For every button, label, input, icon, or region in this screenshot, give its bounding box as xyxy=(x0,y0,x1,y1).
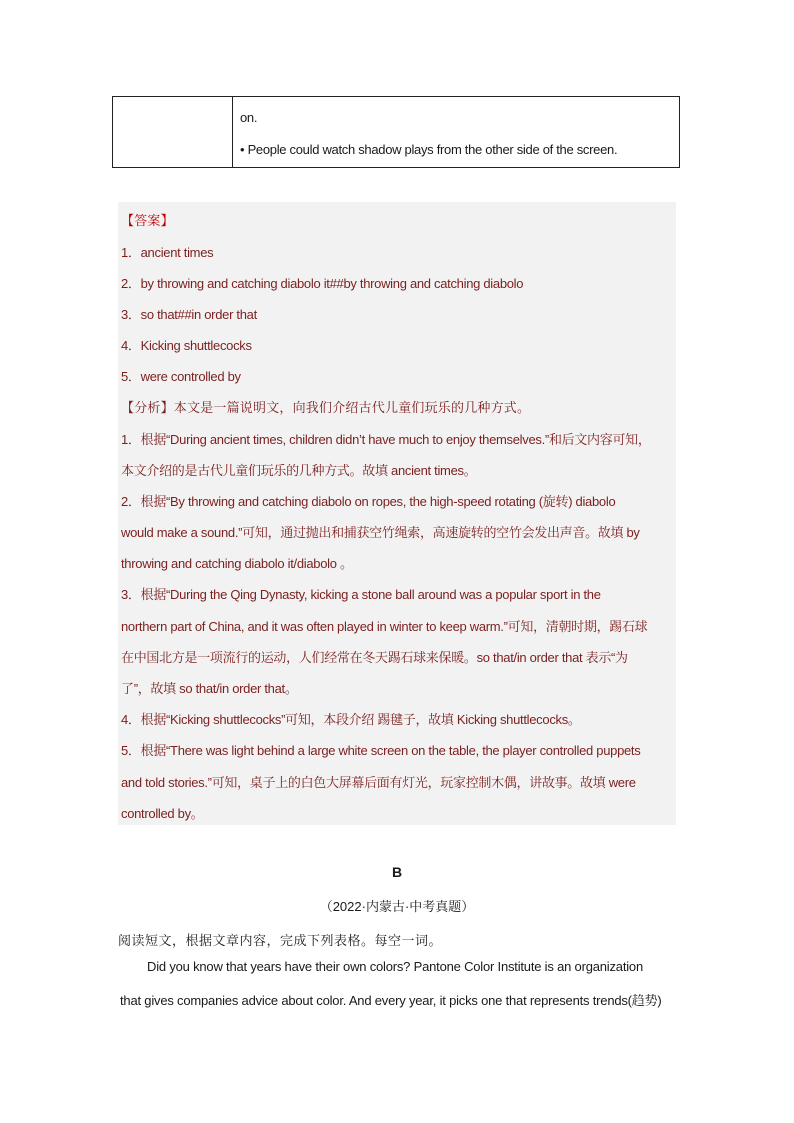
analysis-line: 3．根据“During the Qing Dynasty, kicking a stone ball around was a popular sport in the xyxy=(121,587,601,602)
answer-header: 【答案】 xyxy=(121,213,174,228)
answer-item-1: 1．ancient times xyxy=(121,245,214,260)
table-fragment xyxy=(112,96,680,168)
answer-item-4: 4．Kicking shuttlecocks xyxy=(121,338,252,353)
answer-item-2: 2．by throwing and catching diabolo it##by throwing and catching diabolo xyxy=(121,276,524,291)
question-source: （2022·内蒙古·中考真题） xyxy=(319,899,475,914)
passage-line: Did you know that years have their own colors? Pantone Color Institute is an organization xyxy=(147,959,643,974)
analysis-line: controlled by。 xyxy=(121,806,204,821)
table-cell-right xyxy=(233,97,679,167)
table-text-line-1: on. xyxy=(240,110,258,125)
analysis-line: 4．根据“Kicking shuttlecocks”可知，本段介绍 踢毽子，故填 Kicking shuttlecocks。 xyxy=(121,712,581,727)
analysis-line: would make a sound.”可知，通过抛出和捕获空竹绳索，高速旋转的空竹会发出声音。故填 by xyxy=(121,525,640,540)
analysis-header: 【分析】本文是一篇说明文，向我们介绍古代儿童们玩乐的几种方式。 xyxy=(121,400,531,415)
analysis-line: throwing and catching diabolo it/diabolo 。 xyxy=(121,556,353,571)
analysis-line: 本文介绍的是古代儿童们玩乐的几种方式。故填 ancient times。 xyxy=(121,463,477,478)
section-title: B xyxy=(391,864,403,880)
passage-line: that gives companies advice about color. And every year, it picks one that represents trends(趋势) xyxy=(120,993,662,1008)
answer-item-3: 3．so that##in order that xyxy=(121,307,257,322)
table-text-line-2: • People could watch shadow plays from the other side of the screen. xyxy=(240,142,618,157)
analysis-line: 在中国北方是一项流行的运动，人们经常在冬天踢石球来保暖。so that/in order that 表示“为 xyxy=(121,650,628,665)
answer-box xyxy=(118,202,676,825)
analysis-line: and told stories.”可知，桌子上的白色大屏幕后面有灯光，玩家控制木偶，讲故事。故填 were xyxy=(121,775,636,790)
analysis-line: 了”，故填 so that/in order that。 xyxy=(121,681,298,696)
analysis-line: 2．根据“By throwing and catching diabolo on ropes, the high-speed rotating (旋转) diabolo xyxy=(121,494,616,509)
analysis-line: 5．根据“There was light behind a large white screen on the table, the player controlled puppets xyxy=(121,743,641,758)
table-cell-left xyxy=(113,97,233,167)
instruction-text: 阅读短文，根据文章内容，完成下列表格。每空一词。 xyxy=(118,933,443,948)
analysis-line: 1．根据“During ancient times, children didn’t have much to enjoy themselves.”和后文内容可知， xyxy=(121,432,651,447)
answer-item-5: 5．were controlled by xyxy=(121,369,241,384)
analysis-line: northern part of China, and it was often played in winter to keep warm.”可知，清朝时期，踢石球 xyxy=(121,619,648,634)
